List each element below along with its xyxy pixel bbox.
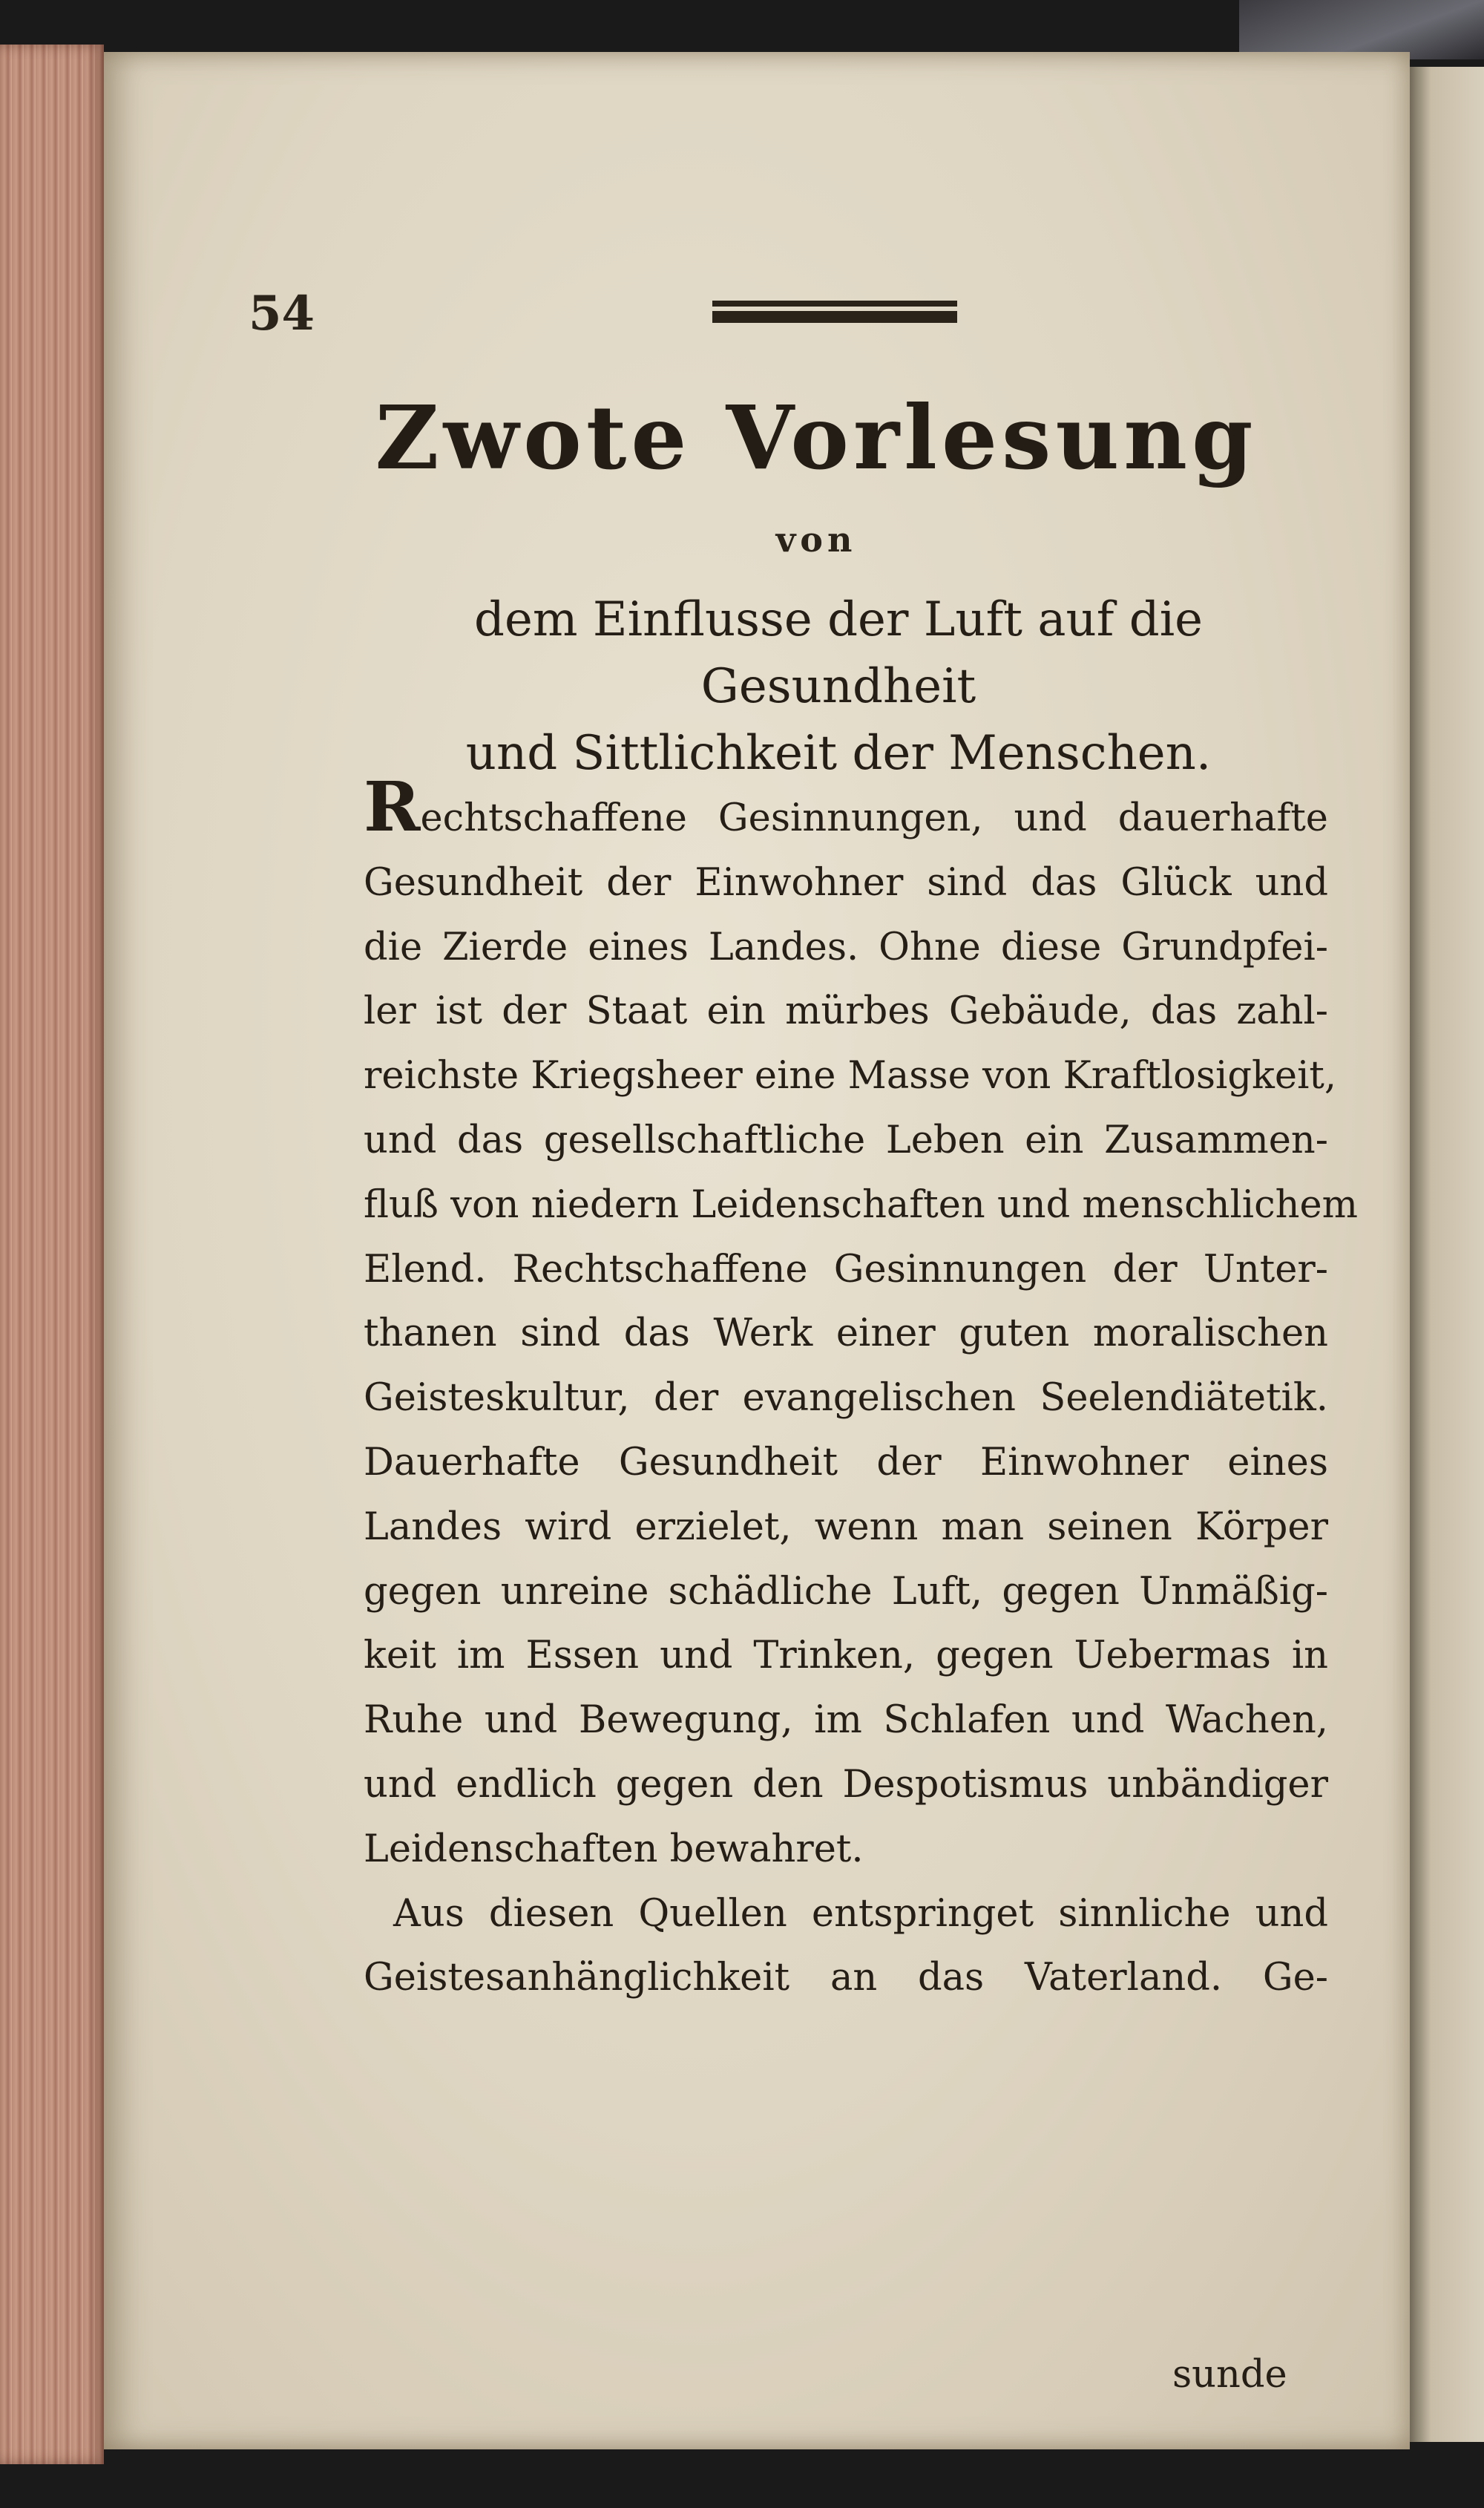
text-line: Landes wird erzielet, wenn man seinen Körper [364, 1505, 1328, 1549]
text-line: und endlich gegen den Despotismus unbändiger [364, 1762, 1328, 1807]
text-line: Ruhe und Bewegung, im Schlafen und Wachen, [364, 1698, 1328, 1743]
text-line: und das gesellschaftliche Leben ein Zusammen- [364, 1118, 1328, 1162]
text-line: keit im Essen und Trinken, gegen Uebermas in [364, 1634, 1328, 1678]
page-edges [0, 45, 104, 2464]
facing-page-edge [1408, 67, 1484, 2442]
text-line-content: echtschaffene Gesinnungen, und dauerhafte [420, 796, 1328, 840]
page-number: 54 [249, 286, 315, 341]
text-line: die Zierde eines Landes. Ohne diese Grundpfei- [364, 925, 1328, 969]
text-line: Aus diesen Quellen entspringet sinnliche und [393, 1891, 1328, 1936]
body-text [364, 767, 1359, 2011]
book-cover-corner [1239, 0, 1484, 59]
lecture-heading: Zwote Vorlesung [375, 386, 1258, 489]
text-line: reichste Kriegsheer eine Masse von Kraftlosigkeit, [364, 1054, 1337, 1099]
text-line: Elend. Rechtschaffene Gesinnungen der Unter- [364, 1247, 1328, 1291]
subtitle-line-2: und Sittlichkeit der Menschen. [465, 726, 1212, 781]
text-line: fluß von niedern Leidenschaften und menschlichem [364, 1182, 1359, 1227]
text-line: Geistesanhänglichkeit an das Vaterland. Ge- [364, 1956, 1328, 2000]
text-line: gegen unreine schädliche Luft, gegen Unmäßig- [364, 1569, 1328, 1614]
subtitle-line-1: dem Einflusse der Luft auf die Gesundheit [473, 592, 1204, 714]
heading-connector: von [775, 520, 857, 560]
text-line: Dauerhafte Gesundheit der Einwohner eines [364, 1440, 1328, 1484]
text-line: ler ist der Staat ein mürbes Gebäude, das zahl- [364, 989, 1328, 1034]
text-line: Leidenschaften bewahret. [364, 1827, 864, 1871]
text-line: thanen sind das Werk einer guten moralischen [364, 1312, 1328, 1356]
drop-cap: R [364, 767, 421, 847]
catchword: sunde [1172, 2353, 1287, 2397]
text-line [364, 767, 1328, 851]
header-ornament-rule [712, 301, 957, 323]
text-line: Geisteskultur, der evangelischen Seelendiätetik. [364, 1376, 1328, 1421]
lecture-subtitle [356, 586, 1321, 787]
text-line: Gesundheit der Einwohner sind das Glück und [364, 860, 1328, 905]
